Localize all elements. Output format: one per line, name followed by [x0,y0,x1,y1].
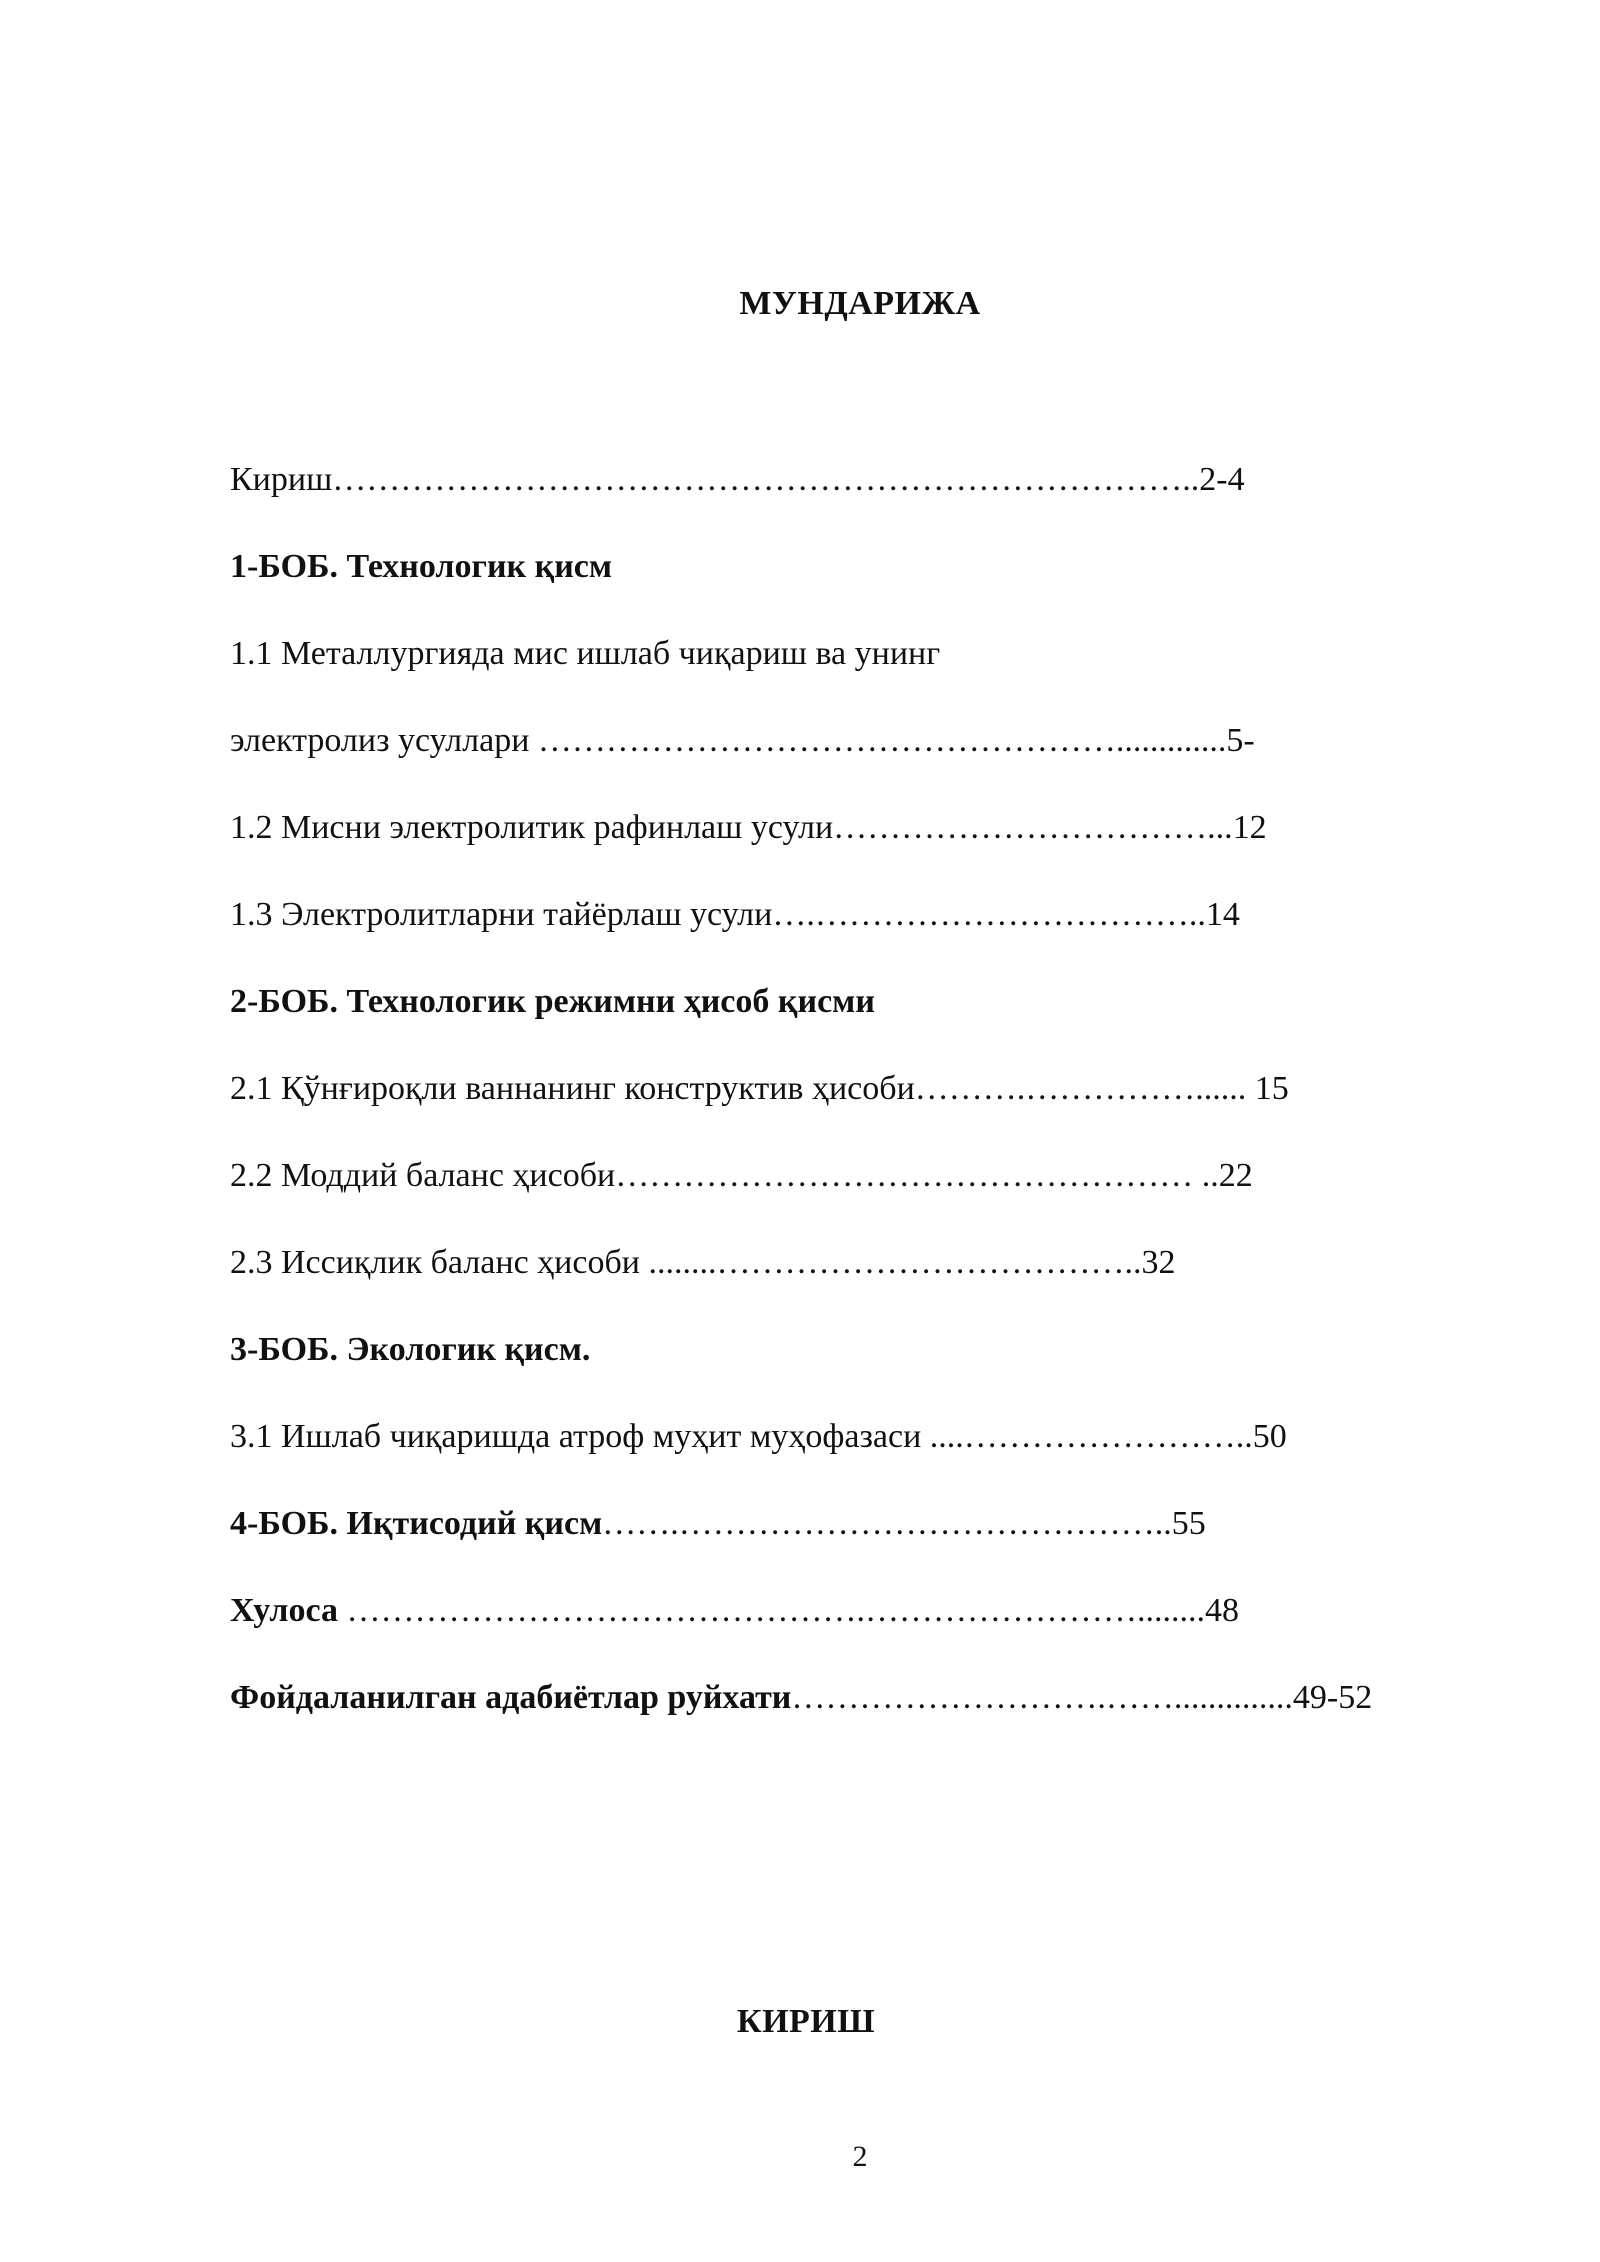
toc-entry [230,716,1530,803]
toc-entry [230,1673,1530,1760]
toc-entry-page: 14 [1205,896,1240,933]
toc-heading: МУНДАРИЖА [739,285,981,322]
toc-entry-page: 55 [1171,1505,1206,1542]
toc-entry-leader: ……………………………………………............. [537,722,1227,759]
introduction-heading: КИРИШ [736,2003,876,2040]
table-of-contents [230,455,1530,1760]
toc-entry [230,1151,1530,1238]
toc-entry [230,1325,1530,1412]
toc-entry-leader: ....…………………….. [929,1418,1253,1455]
toc-entry [230,629,1530,716]
toc-entry-title: 3.1 Ишлаб чиқаришда атроф муҳит муҳофазаси [230,1418,930,1455]
toc-entry [230,890,1530,977]
toc-entry-page: 5- [1226,722,1255,759]
toc-entry-page: 12 [1232,809,1267,846]
toc-entry [230,1586,1530,1673]
toc-entry-leader: ……………………………... [833,809,1233,846]
toc-entry [230,1064,1530,1151]
toc-entry-leader: …….…………………………………….. [602,1505,1172,1542]
toc-entry-title: Кириш [230,461,333,498]
toc-entry [230,1412,1530,1499]
toc-entry-leader: ........……………………………….. [648,1244,1142,1281]
toc-entry [230,977,1530,1064]
toc-entry-title: 2.1 Қўнғироқли ваннанинг конструктив ҳисоби [230,1070,915,1107]
toc-entry-title: 2.2 Моддий баланс ҳисоби [230,1157,616,1194]
toc-entry-page: 49-52 [1292,1679,1373,1716]
toc-entry [230,803,1530,890]
toc-entry [230,542,1530,629]
toc-entry-leader: ……………………………………….……………………........ [346,1592,1205,1629]
toc-entry-title: Хулоса [230,1592,347,1629]
toc-entry-leader: ….…………………………….. [772,896,1206,933]
toc-entry-title: 3-БОБ. Экологик қисм. [230,1331,591,1368]
toc-entry [230,1238,1530,1325]
toc-entry-page: 50 [1252,1418,1287,1455]
toc-entry-leader: ……….……………...... [914,1070,1255,1107]
toc-entry-title: 1.3 Электролитларни тайёрлаш усули [230,896,773,933]
toc-entry-page: 48 [1205,1592,1239,1629]
toc-entry-title: 2-БОБ. Технологик режимни ҳисоб қисми [230,983,875,1020]
page-number: 2 [852,2140,868,2173]
toc-entry-title: 2.3 Иссиқлик баланс ҳисоби [230,1244,649,1281]
toc-entry-title: 1.2 Мисни электролитик рафинлаш усули [230,809,834,846]
toc-entry-title: электролиз усуллари [230,722,538,759]
toc-entry [230,1499,1530,1586]
toc-entry-leader: …………………………………………… .. [615,1157,1219,1194]
toc-entry [230,455,1530,542]
toc-entry-page: 22 [1218,1157,1253,1194]
toc-entry-page: 2-4 [1199,461,1245,498]
toc-entry-title: 1-БОБ. Технологик қисм [230,548,613,585]
toc-entry-page: 15 [1254,1070,1289,1107]
toc-entry-title: 4-БОБ. Иқтисодий қисм [230,1505,603,1542]
toc-entry-title: 1.1 Металлургияда мис ишлаб чиқариш ва унинг [230,635,941,672]
toc-entry-leader: ……………………….…….............. [791,1679,1293,1716]
toc-entry-page: 32 [1141,1244,1176,1281]
toc-entry-leader: ………………………………………………………………….. [332,461,1200,498]
toc-entry-title: Фойдаланилган адабиётлар руйхати [230,1679,792,1716]
